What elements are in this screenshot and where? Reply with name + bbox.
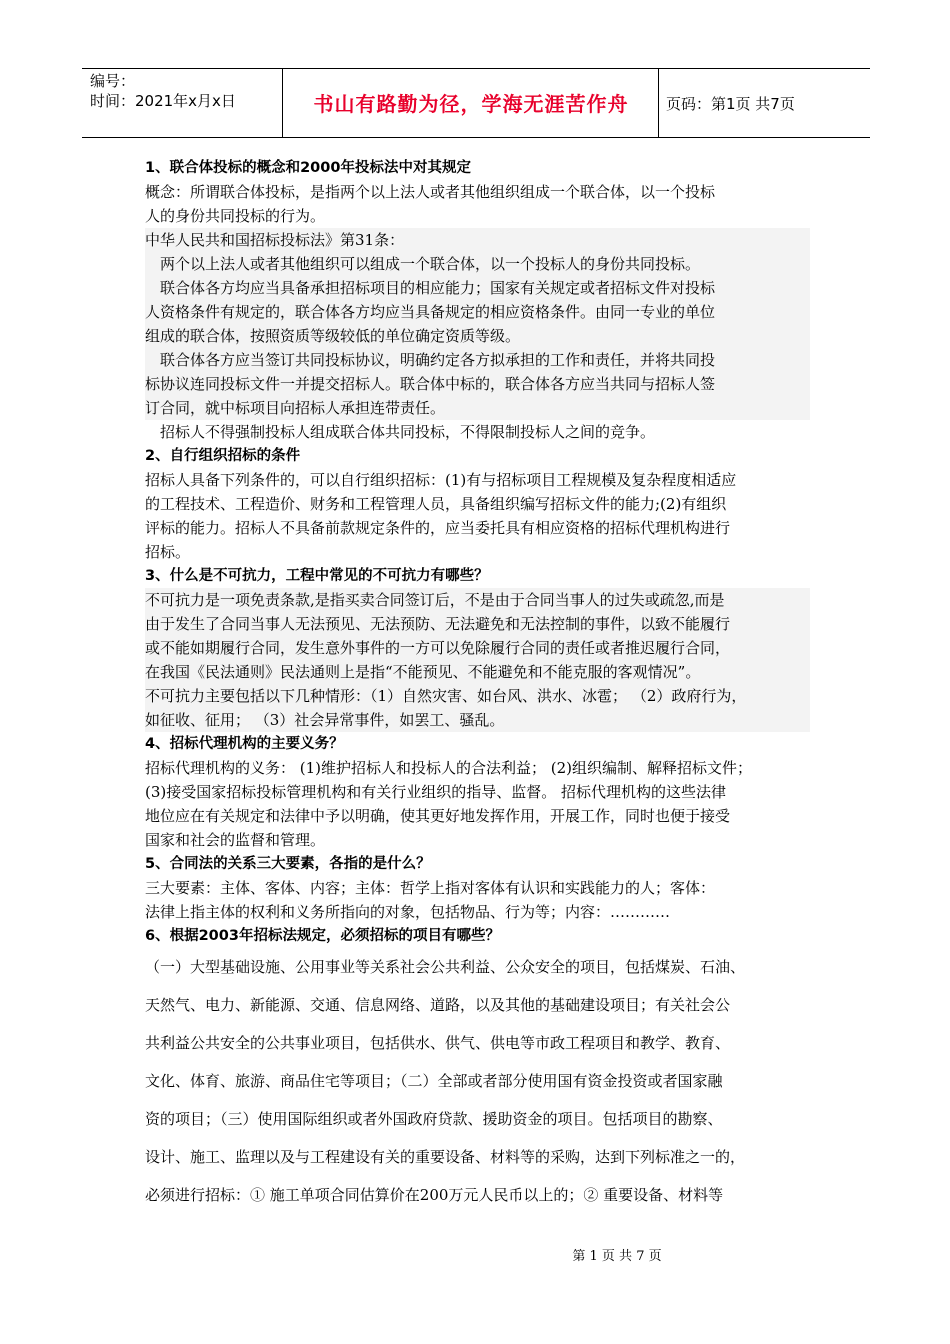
paragraph-line: 的工程技术、工程造价、财务和工程管理人员，具备组织编写招标文件的能力;(2)有组织 [145, 495, 727, 513]
document-date-label: 时间：2021年x月x日 [90, 92, 236, 110]
header-page-number: 页码：第1页 共7页 [666, 95, 795, 113]
paragraph-line: 两个以上法人或者其他组织可以组成一个联合体，以一个投标人的身份共同投标。 [145, 252, 810, 276]
paragraph-line: 订合同，就中标项目向招标人承担连带责任。 [145, 396, 810, 420]
paragraph-line: 在我国《民法通则》民法通则上是指“不能预见、不能避免和不能克服的客观情况”。 [145, 660, 810, 684]
footer-page-number: 第 1 页 共 7 页 [572, 1249, 662, 1264]
document-body [145, 156, 810, 1214]
paragraph-line: 招标。 [145, 543, 191, 561]
header-divider [282, 69, 283, 137]
paragraph-line: 共利益公共安全的公共事业项目，包括供水、供气、供电等市政工程项目和教学、教育、 [145, 1034, 731, 1052]
paragraph-line: 地位应在有关规定和法律中予以明确，使其更好地发挥作用，开展工作，同时也便于接受 [145, 807, 731, 825]
header-motto: 书山有路勤为径，学海无涯苦作舟 [313, 92, 629, 116]
page-footer [0, 1245, 950, 1264]
paragraph-line: (3)接受国家招标投标管理机构和有关行业组织的指导、监督。 招标代理机构的这些法律 [145, 783, 727, 801]
section-heading: 5、合同法的关系三大要素，各指的是什么？ [145, 856, 431, 872]
document-number-label: 编号： [90, 72, 136, 90]
header-divider [658, 69, 659, 137]
paragraph-line: 国家和社会的监督和管理。 [145, 831, 326, 849]
paragraph-line: 天然气、电力、新能源、交通、信息网络、道路，以及其他的基础建设项目；有关社会公 [145, 996, 731, 1014]
paragraph-line: 评标的能力。招标人不具备前款规定条件的，应当委托具有相应资格的招标代理机构进行 [145, 519, 731, 537]
page-header [82, 68, 870, 138]
paragraph-line: 必须进行招标：① 施工单项合同估算价在200万元人民币以上的；② 重要设备、材料等 [145, 1186, 724, 1204]
paragraph-line: 招标人具备下列条件的，可以自行组织招标：(1)有与招标项目工程规模及复杂程度相适应 [145, 471, 737, 489]
paragraph-line: 法律上指主体的权利和义务所指向的对象，包括物品、行为等；内容：………… [145, 903, 671, 921]
paragraph-line: 设计、施工、监理以及与工程建设有关的重要设备、材料等的采购，达到下列标准之一的， [145, 1148, 746, 1166]
paragraph-line: 标协议连同投标文件一并提交招标人。联合体中标的，联合体各方应当共同与招标人签 [145, 372, 810, 396]
paragraph-line: 人资格条件有规定的，联合体各方均应当具备规定的相应资格条件。由同一专业的单位 [145, 300, 810, 324]
paragraph-line: （一）大型基础设施、公用事业等关系社会公共利益、公众安全的项目，包括煤炭、石油、 [145, 958, 746, 976]
section-heading: 4、招标代理机构的主要义务？ [145, 736, 344, 752]
section-heading: 2、自行组织招标的条件 [145, 448, 301, 464]
paragraph-line: 联合体各方应当签订共同投标协议，明确约定各方拟承担的工作和责任，并将共同投 [145, 348, 810, 372]
paragraph-line: 人的身份共同投标的行为。 [145, 207, 326, 225]
paragraph-line: 三大要素：主体、客体、内容；主体：哲学上指对客体有认识和实践能力的人；客体： [145, 879, 716, 897]
paragraph-line: 由于发生了合同当事人无法预见、无法预防、无法避免和无法控制的事件，以致不能履行 [145, 612, 810, 636]
paragraph-line: 招标代理机构的义务： (1)维护招标人和投标人的合法利益； (2)组织编制、解释招标文件； [145, 759, 753, 777]
paragraph-line: 不可抗力主要包括以下几种情形：（1）自然灾害、如台风、洪水、冰雹； （2）政府行为， [145, 684, 810, 708]
paragraph-line: 文化、体育、旅游、商品住宅等项目；（二）全部或者部分使用国有资金投资或者国家融 [145, 1072, 723, 1090]
paragraph-line: 资的项目；（三）使用国际组织或者外国政府贷款、援助资金的项目。包括项目的勘察、 [145, 1110, 723, 1128]
section-heading: 6、根据2003年招标法规定，必须招标的项目有哪些？ [145, 928, 500, 944]
paragraph-line: 概念：所谓联合体投标，是指两个以上法人或者其他组织组成一个联合体，以一个投标 [145, 183, 716, 201]
section-heading: 3、什么是不可抗力，工程中常见的不可抗力有哪些？ [145, 568, 489, 584]
paragraph-line: 中华人民共和国招标投标法》第31条： [145, 228, 810, 252]
paragraph-line: 联合体各方均应当具备承担招标项目的相应能力；国家有关规定或者招标文件对投标 [145, 276, 810, 300]
section-heading: 1、联合体投标的概念和2000年投标法中对其规定 [145, 160, 471, 176]
paragraph-line: 组成的联合体，按照资质等级较低的单位确定资质等级。 [145, 324, 810, 348]
paragraph-line: 或不能如期履行合同，发生意外事件的一方可以免除履行合同的责任或者推迟履行合同， [145, 636, 810, 660]
paragraph-line: 招标人不得强制投标人组成联合体共同投标，不得限制投标人之间的竞争。 [160, 423, 656, 441]
paragraph-line: 不可抗力是一项免责条款,是指买卖合同签订后，不是由于合同当事人的过失或疏忽,而是 [145, 588, 810, 612]
paragraph-line: 如征收、征用； （3）社会异常事件，如罢工、骚乱。 [145, 708, 810, 732]
